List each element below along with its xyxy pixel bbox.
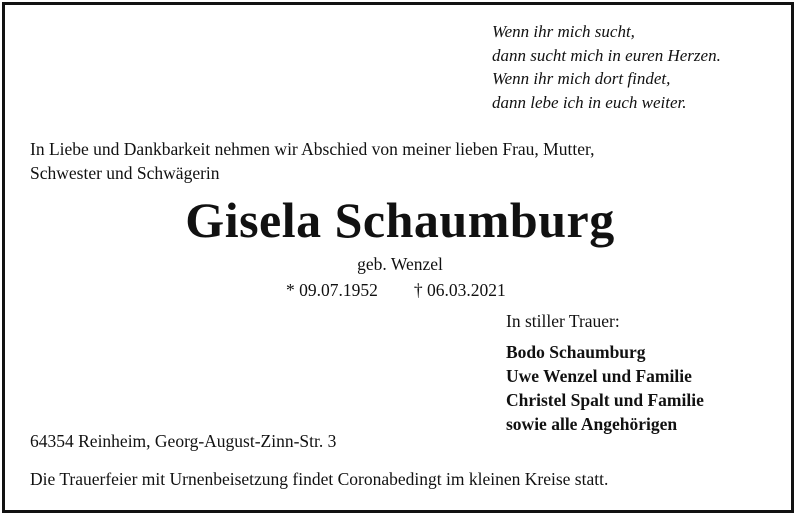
poem-line: dann lebe ich in euch weiter. bbox=[492, 92, 687, 112]
mourner-name: Bodo Schaumburg bbox=[506, 342, 646, 362]
mourner-name: sowie alle Angehörigen bbox=[506, 414, 678, 434]
intro-line: Schwester und Schwägerin bbox=[30, 163, 220, 183]
poem-line: Wenn ihr mich sucht, bbox=[492, 22, 635, 41]
funeral-note: Die Trauerfeier mit Urnenbeisetzung findet Coronabedingt im kleinen Kreise statt. bbox=[30, 469, 609, 489]
life-dates bbox=[286, 279, 506, 301]
poem bbox=[492, 20, 792, 114]
deceased-name: Gisela Schaumburg bbox=[185, 192, 615, 248]
maiden-name: geb. Wenzel bbox=[357, 254, 443, 274]
poem-line: dann sucht mich in euren Herzen. bbox=[492, 45, 721, 65]
mourner-name: Christel Spalt und Familie bbox=[506, 390, 704, 410]
birth-date: * 09.07.1952 bbox=[286, 280, 378, 300]
intro-text bbox=[30, 137, 750, 185]
intro-line: In Liebe und Dankbarkeit nehmen wir Abschied von meiner lieben Frau, Mutter, bbox=[30, 139, 595, 159]
mourner-name: Uwe Wenzel und Familie bbox=[506, 366, 692, 386]
mourning-label: In stiller Trauer: bbox=[506, 311, 620, 331]
poem-line: Wenn ihr mich dort findet, bbox=[492, 69, 671, 88]
mourners-list bbox=[506, 340, 704, 436]
address: 64354 Reinheim, Georg-August-Zinn-Str. 3 bbox=[30, 431, 337, 451]
death-date: † 06.03.2021 bbox=[413, 280, 506, 300]
